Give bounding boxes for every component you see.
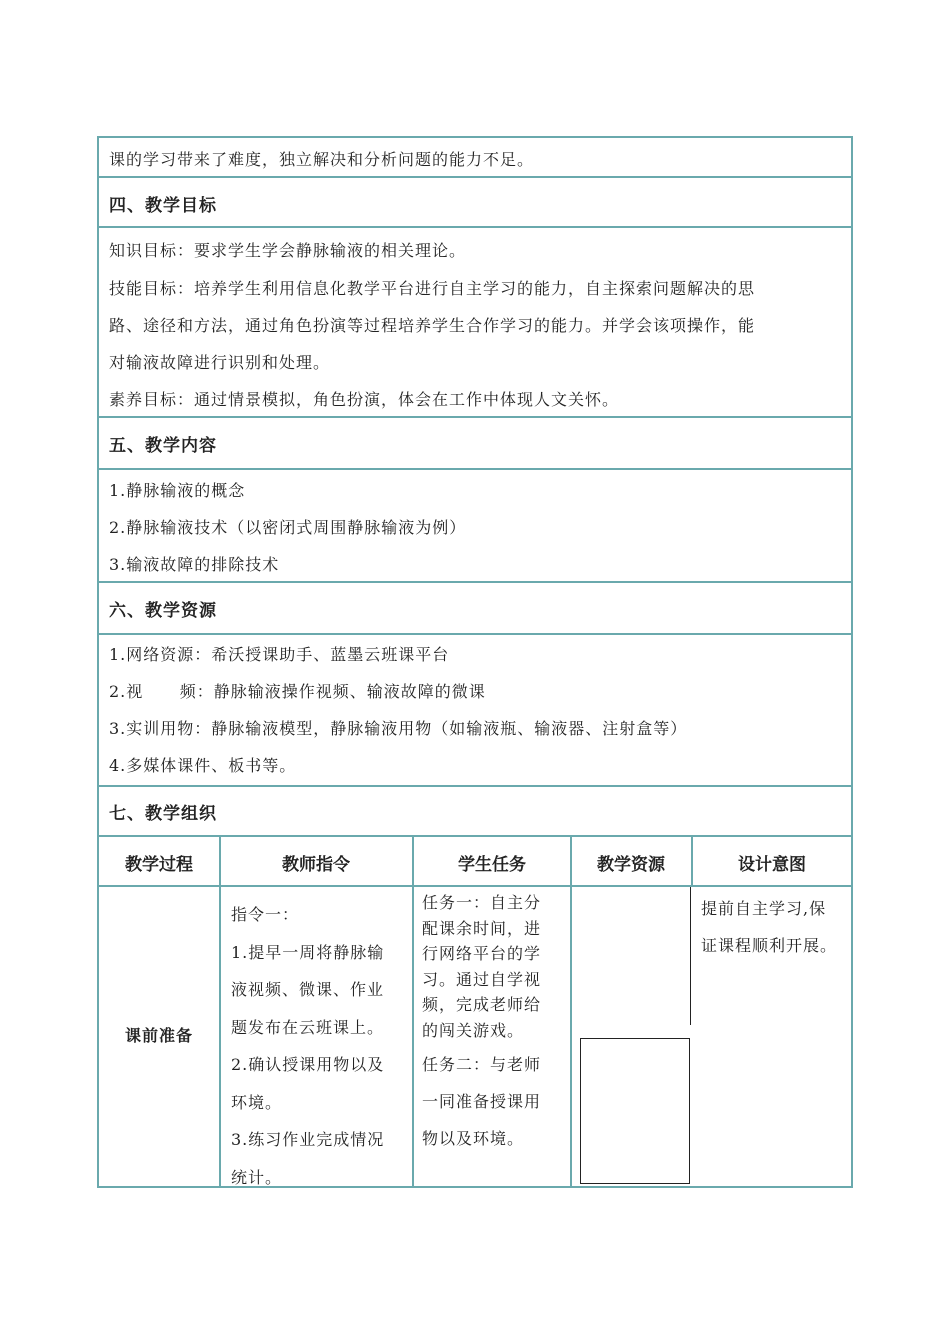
student-line: 行网络平台的学	[422, 944, 542, 963]
content-item-1: 1.静脉输液的概念	[109, 481, 246, 500]
content-item-2: 2.静脉输液技术（以密闭式周围静脉输液为例）	[109, 518, 467, 537]
intro-row	[99, 138, 851, 178]
student-line: 频，完成老师给	[422, 995, 542, 1014]
col-divider	[219, 837, 221, 1188]
content-heading-row	[99, 418, 851, 470]
resource-item-4: 4.多媒体课件、板书等。	[109, 756, 297, 775]
goal-knowledge: 知识目标：要求学生学会静脉输液的相关理论。	[109, 241, 467, 260]
col-header-process: 教学过程	[125, 854, 193, 875]
teacher-line: 环境。	[231, 1092, 283, 1112]
teacher-line: 3.练习作业完成情况	[231, 1130, 385, 1149]
student-line: 任务一：自主分	[422, 893, 542, 912]
intent-cell	[701, 890, 837, 964]
goals-body	[99, 228, 851, 418]
col-header-intent: 设计意图	[738, 854, 806, 875]
teacher-cell	[231, 896, 384, 1196]
resource-item-1: 1.网络资源：希沃授课助手、蓝墨云班课平台	[109, 645, 450, 664]
col-header-student: 学生任务	[458, 854, 526, 875]
section-heading-content: 五、教学内容	[109, 436, 217, 456]
resources-heading-row	[99, 583, 851, 635]
student-line: 物以及环境。	[422, 1129, 525, 1148]
intro-text: 课的学习带来了难度，独立解决和分析问题的能力不足。	[109, 150, 535, 169]
intent-line: 提前自主学习,保	[701, 899, 827, 918]
teacher-line: 统计。	[231, 1167, 283, 1187]
teacher-line: 题发布在云班课上。	[231, 1017, 385, 1037]
student-line: 的闯关游戏。	[422, 1020, 525, 1040]
section-heading-organization: 七、教学组织	[109, 804, 217, 824]
goal-skill-line2: 路、途径和方法，通过角色扮演等过程培养学生合作学习的能力。并学会该项操作，能	[109, 316, 756, 335]
col-divider	[691, 837, 693, 887]
teacher-line: 2.确认授课用物以及	[231, 1055, 385, 1074]
goal-literacy: 素养目标：通过情景模拟，角色扮演，体会在工作中体现人文关怀。	[109, 390, 620, 409]
section-heading-goals: 四、教学目标	[109, 196, 217, 216]
col-header-resource: 教学资源	[597, 854, 665, 875]
organization-heading-row	[99, 787, 851, 837]
content-item-3: 3.输液故障的排除技术	[109, 555, 280, 574]
student-line: 一同准备授课用	[422, 1092, 542, 1111]
lesson-plan-table	[97, 136, 853, 1188]
col-header-teacher: 教师指令	[282, 854, 350, 875]
intent-line: 证课程顺利开展。	[701, 936, 838, 955]
resource-upper-box	[570, 887, 691, 1025]
resource-item-3: 3.实训用物：静脉输液模型，静脉输液用物（如输液瓶、输液器、注射盒等）	[109, 719, 688, 738]
goal-skill-line1: 技能目标：培养学生利用信息化教学平台进行自主学习的能力，自主探索问题解决的思	[109, 279, 756, 298]
table-header-row	[99, 837, 851, 887]
teacher-line: 1.提早一周将静脉输	[231, 942, 385, 962]
goal-skill-line3: 对输液故障进行识别和处理。	[109, 353, 331, 372]
student-line: 任务二：与老师	[422, 1055, 542, 1074]
content-body	[99, 470, 851, 583]
student-cell	[422, 890, 541, 1157]
teacher-line: 指令一：	[231, 905, 300, 924]
resource-image-placeholder	[580, 1038, 690, 1184]
process-cell: 课前准备	[124, 1026, 193, 1045]
goals-heading-row	[99, 178, 851, 228]
teacher-line: 液视频、微课、作业	[231, 980, 385, 999]
student-line: 习。通过自学视	[422, 969, 542, 989]
col-divider	[412, 837, 414, 1188]
resource-item-2: 2.视 频：静脉输液操作视频、输液故障的微课	[109, 682, 486, 701]
student-line: 配课余时间，进	[422, 918, 542, 938]
section-heading-resources: 六、教学资源	[109, 601, 217, 621]
resources-body	[99, 635, 851, 787]
